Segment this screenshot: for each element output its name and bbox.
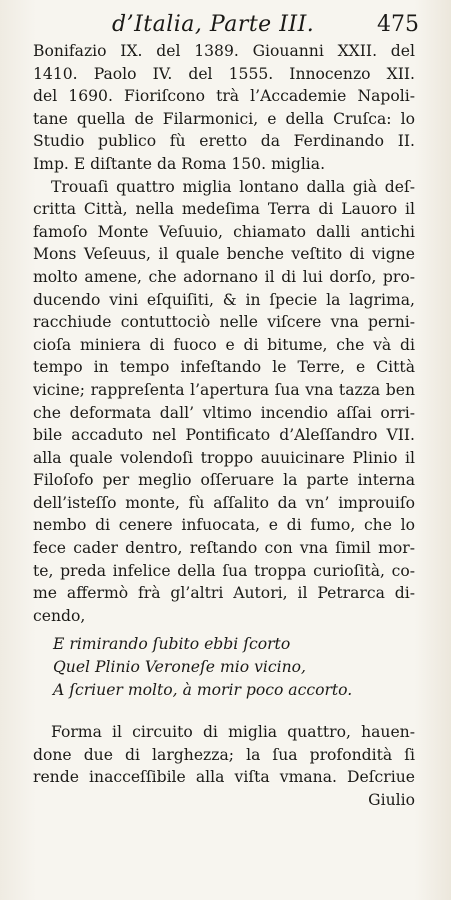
page-number: 475 [377, 12, 419, 37]
text-line: critta Città, nella medeſima Terra di Lauoro il [33, 200, 415, 219]
text-line: ducendo vini eſquiſiti, & in ſpecie la lagrima, [33, 290, 415, 309]
verse-line: E rimirando ſubito ebbi ſcorto [53, 635, 291, 654]
text-line: tane quella de Filarmonici, e della Cruſca: lo [33, 109, 415, 128]
text-line: Mons Veſeuus, il quale benche veſtito di vigne [33, 245, 415, 264]
verse-quotation [33, 633, 415, 701]
running-title: d’Italia, Parte III. [112, 12, 315, 37]
text-line: cioſa miniera di fuoco e di bitume, che và di [33, 335, 415, 354]
verse-line: A ſcriuer molto, à morir poco accorto. [53, 680, 353, 699]
page-body [33, 40, 415, 812]
text-line: che deformata dall’ vltimo incendio aſſai orri- [33, 403, 415, 422]
text-line: vicine; rappreſenta l’apertura ſua vna tazza ben [33, 380, 415, 399]
text-line: bile accaduto nel Pontificato d’Aleſſandro VII. [33, 426, 415, 445]
text-line: Forma il circuito di miglia quattro, hauen- [51, 723, 415, 742]
paragraph-2 [33, 176, 415, 628]
catchword: Giulio [368, 791, 415, 809]
text-line: Bonifazio IX. del 1389. Giouanni XXII. del [33, 42, 415, 60]
text-line: dell’isteſſo monte, fù aſſalito da vn’ improuiſo [33, 493, 415, 512]
verse-line: Quel Plinio Veroneſe mio vicino, [53, 658, 306, 677]
spacer [33, 701, 415, 721]
text-line: Studio publico fù eretto da Ferdinando II. [33, 132, 415, 151]
text-line: fece cader dentro, reſtando con vna ſimil mor- [33, 539, 415, 558]
text-line: famoſo Monte Veſuuio, chiamato dalli antichi [33, 222, 415, 241]
text-line: rende inacceſſibile alla viſta vmana. Deſcriue [33, 768, 415, 787]
text-line: tempo in tempo infeſtando le Terre, e Città [33, 358, 415, 377]
text-line: del 1690. Fioriſcono trà l’Accademie Napoli- [33, 87, 415, 106]
text-line: alla quale volendoſi troppo auuicinare Plinio il [33, 448, 415, 467]
text-line: racchiude contuttociò nelle viſcere vna perni- [33, 313, 415, 332]
text-line: Filoſofo per meglio oſſeruare la parte interna [33, 471, 415, 490]
page-header [0, 6, 451, 40]
text-line: 1410. Paolo IV. del 1555. Innocenzo XII. [33, 64, 415, 83]
text-line: nembo di cenere infuocata, e di fumo, che lo [33, 516, 415, 535]
text-line: Trouaſi quattro miglia lontano dalla già deſ- [51, 177, 415, 196]
text-line: me affermò frà gl’altri Autori, il Petrarca di- [33, 584, 415, 603]
paragraph-3 [33, 721, 415, 811]
text-line: cendo, [33, 606, 86, 625]
text-line: Imp. E diſtante da Roma 150. miglia. [33, 154, 326, 173]
text-line: molto amene, che adornano il di lui dorſo, pro- [33, 267, 415, 286]
paragraph-1 [33, 40, 415, 176]
text-line: done due di larghezza; la ſua profondità ſi [33, 745, 415, 764]
text-line: te, preda infelice della ſua troppa curioſità, co- [33, 561, 415, 580]
